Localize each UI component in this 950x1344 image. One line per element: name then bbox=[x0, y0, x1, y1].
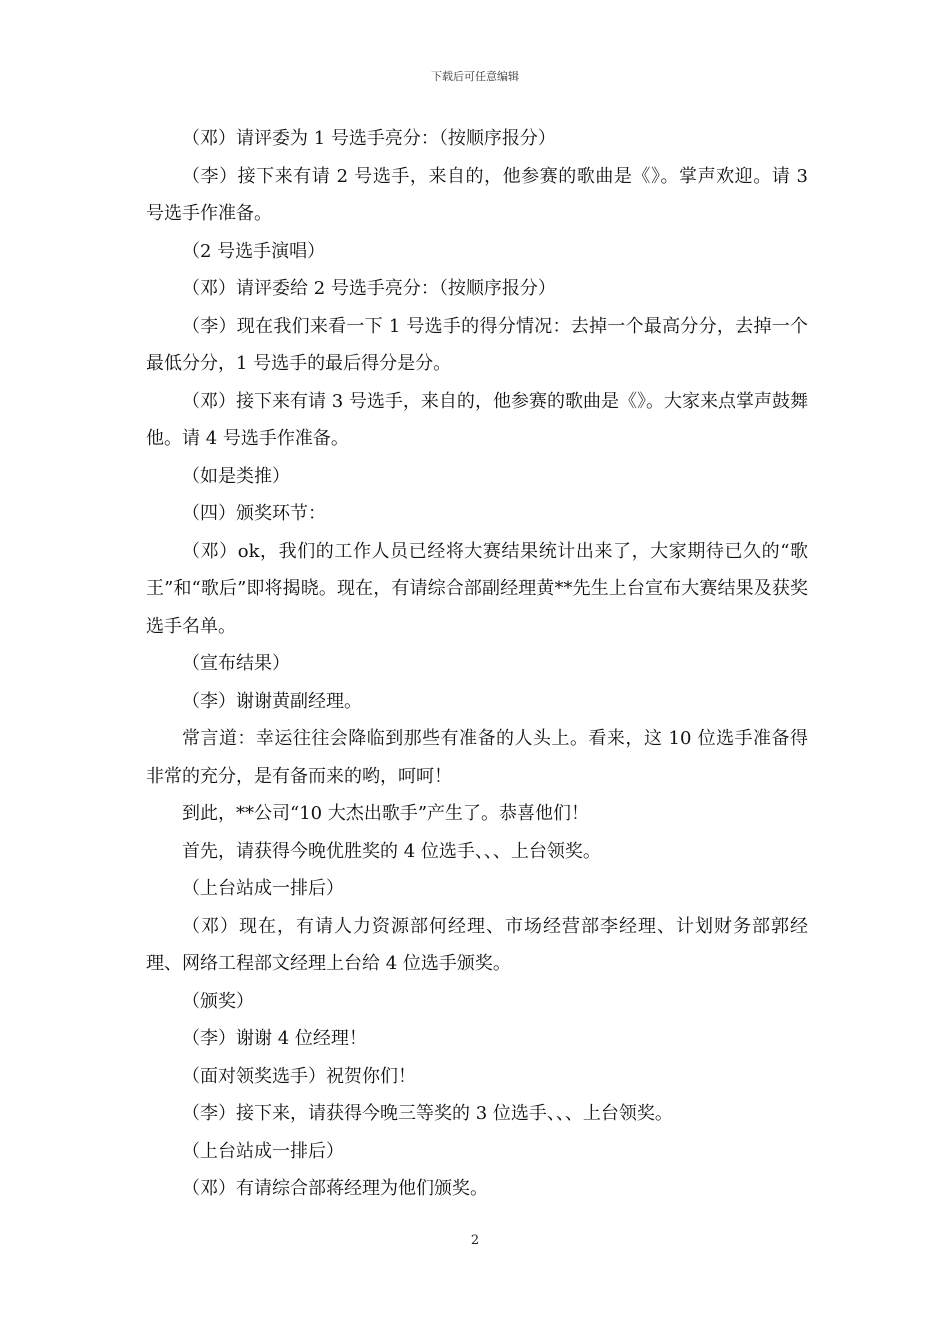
paragraph: （邓）接下来有请 3 号选手，来自的，他参赛的歌曲是《》。大家来点掌声鼓舞他。请 4 号选手作准备。 bbox=[146, 390, 808, 449]
paragraph: （2 号选手演唱） bbox=[182, 240, 326, 262]
paragraph: （邓）有请综合部蒋经理为他们颁奖。 bbox=[182, 1178, 488, 1199]
paragraph: （李）谢谢黄副经理。 bbox=[182, 690, 362, 712]
paragraph: 到此，**公司“10 大杰出歌手”产生了。恭喜他们！ bbox=[182, 803, 590, 824]
section-heading: （四）颁奖环节： bbox=[182, 503, 326, 524]
paragraph: 常言道：幸运往往会降临到那些有准备的人头上。看来，这 10 位选手准备得非常的充分，是有备而来的哟，呵呵！ bbox=[146, 728, 808, 787]
paragraph: （邓）现在，有请人力资源部何经理、市场经营部李经理、计划财务部郭经理、网络工程部文经理上台给 4 位选手颁奖。 bbox=[146, 915, 808, 974]
paragraph: （宣布结果） bbox=[182, 653, 290, 674]
document-body bbox=[146, 120, 808, 1208]
paragraph: （上台站成一排后） bbox=[182, 1140, 344, 1162]
page-number: 2 bbox=[470, 1233, 480, 1248]
paragraph: （上台站成一排后） bbox=[182, 878, 344, 899]
paragraph: （邓）请评委为 1 号选手亮分：（按顺序报分） bbox=[182, 128, 556, 149]
paragraph: （邓）ok，我们的工作人员已经将大赛结果统计出来了，大家期待已久的“歌王”和“歌后”即将揭晓。现在，有请综合部副经理黄**先生上台宣布大赛结果及获奖选手名单。 bbox=[146, 540, 808, 637]
paragraph: （邓）请评委给 2 号选手亮分：（按顺序报分） bbox=[182, 278, 556, 299]
paragraph: 首先，请获得今晚优胜奖的 4 位选手、、、上台领奖。 bbox=[182, 840, 601, 862]
paragraph: （李）接下来有请 2 号选手，来自的，他参赛的歌曲是《》。掌声欢迎。请 3 号选手作准备。 bbox=[146, 165, 808, 224]
paragraph: （李）谢谢 4 位经理！ bbox=[182, 1028, 367, 1049]
paragraph: （李）现在我们来看一下 1 号选手的得分情况：去掉一个最高分分，去掉一个最低分分，1 号选手的最后得分是分。 bbox=[146, 315, 808, 374]
paragraph: （颁奖） bbox=[182, 990, 254, 1012]
paragraph: （如是类推） bbox=[182, 465, 290, 487]
paragraph: （面对领奖选手）祝贺你们！ bbox=[182, 1065, 416, 1087]
paragraph: （李）接下来，请获得今晚三等奖的 3 位选手、、、上台领奖。 bbox=[182, 1103, 673, 1124]
page-header: 下载后可任意编辑 bbox=[431, 70, 519, 83]
